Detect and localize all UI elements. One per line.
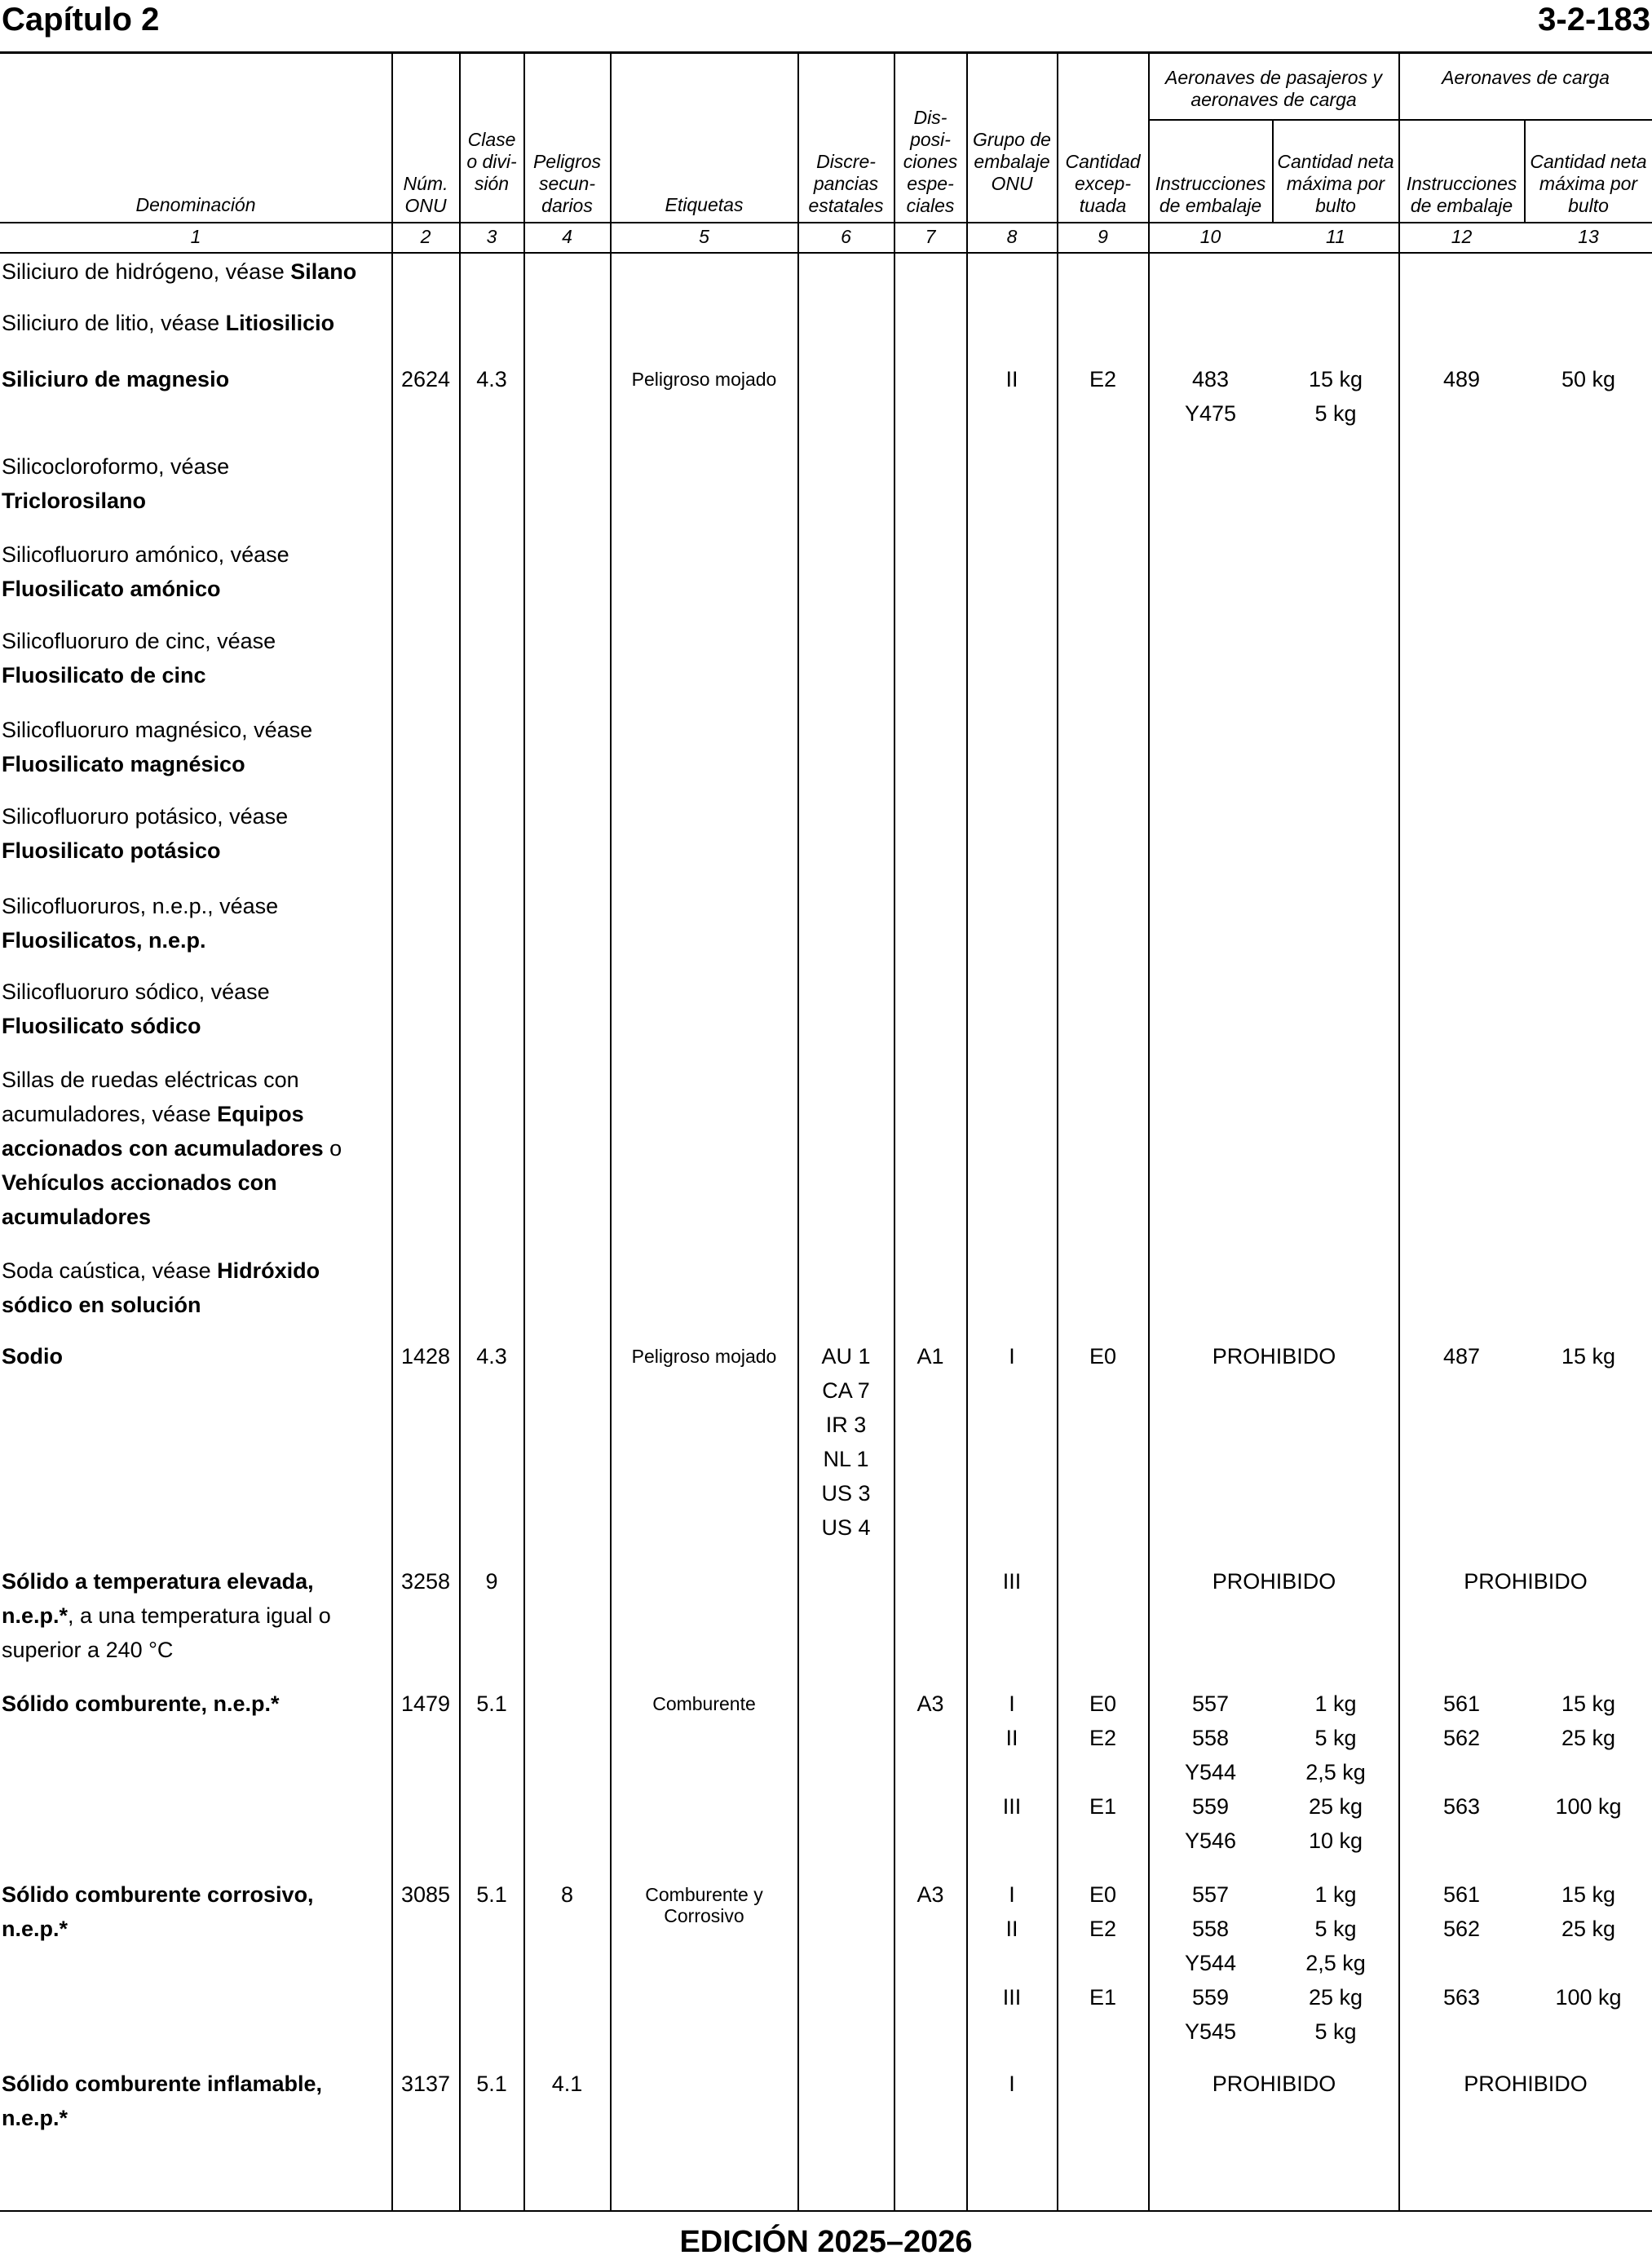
packing-instruction-pax: 557 558 Y544 559 Y545 [1184,1882,1237,2044]
special-provision: A1 [917,1344,944,1369]
passenger-forbidden: PROHIBIDO [1212,2072,1336,2096]
hazard-class: 5.1 [476,1882,507,1907]
special-provision: A3 [917,1691,944,1716]
subsidiary-hazard: 8 [560,1882,574,1907]
column-number: 3 [486,226,497,247]
table-row-name: Silicofluoruro sódico, véase Fluosilicato sódico [2,979,270,1038]
table-row-name: Silicocloroformo, véase Triclorosilano [2,454,230,513]
un-number: 1479 [400,1691,451,1716]
header-rule [0,222,1652,223]
column-rule [797,54,799,2210]
passenger-forbidden: PROHIBIDO [1212,1344,1336,1369]
edition-footer: EDICIÓN 2025–2026 [679,2225,973,2259]
packing-instruction-cargo: 489 [1442,367,1481,391]
table-row-name: Silicofluoruros, n.e.p., véase Fluosilicatos, n.e.p. [2,894,279,953]
bottom-rule [0,2210,1652,2212]
header-instrucciones-carga: Instrucciones de embalaje [1406,173,1517,216]
net-quantity-cargo: 50 kg [1561,367,1616,391]
excepted-quantity: E2 [1089,367,1117,391]
header-grupo-embalaje: Grupo de embalaje ONU [973,129,1051,194]
column-number: 12 [1451,226,1473,247]
hazard-class: 4.3 [476,1344,507,1369]
packing-instruction-cargo: 487 [1442,1344,1481,1369]
table-row-name: Sólido comburente inflamable, n.e.p.* [2,2072,323,2130]
number-rule [0,252,1652,254]
column-number: 11 [1326,226,1345,247]
net-quantity-cargo: 15 kg 25 kg 100 kg [1555,1882,1622,2010]
header-instrucciones-pasajeros: Instrucciones de embalaje [1155,173,1266,216]
page-header [0,0,1652,49]
table-row-name: Silicofluoruro potásico, véase Fluosilicato potásico [2,804,289,863]
top-rule [0,51,1652,54]
hazard-label: Comburente [652,1693,756,1714]
header-passenger-group: Aeronaves de pasajeros y aeronaves de carga [1165,67,1382,110]
table-row-name: Sillas de ruedas eléctricas con acumuladores, véase Equipos accionados con acumuladores o Vehículos accionados con acumuladores [2,1068,342,1229]
hazard-class: 5.1 [476,1691,507,1716]
column-number: 9 [1098,226,1108,247]
table-row-name: Siliciuro de magnesio [2,367,230,391]
header-denominacion: Denominación [135,194,256,215]
table-row-name: Siliciuro de hidrógeno, véase Silano [2,259,357,284]
net-quantity-cargo: 15 kg [1561,1344,1616,1369]
excepted-quantity: E0 [1089,1344,1117,1369]
hazard-label: Peligroso mojado [631,1346,777,1367]
passenger-forbidden: PROHIBIDO [1212,1569,1336,1594]
header-cantidad-carga: Cantidad neta máxima por bulto [1530,151,1647,216]
hazard-label: Comburente y Corrosivo [645,1884,763,1926]
chapter-title: Capítulo 2 [2,2,160,38]
column-number: 5 [699,226,709,247]
header-num-onu: Núm. ONU [403,173,448,216]
packing-group: I II III [1002,1882,1022,2010]
net-quantity-cargo: 15 kg 25 kg 100 kg [1555,1691,1622,1819]
un-number: 3258 [400,1569,451,1594]
un-number: 2624 [400,367,451,391]
un-number: 3137 [400,2072,451,2096]
hazard-class: 5.1 [476,2072,507,2096]
column-number: 10 [1199,226,1221,247]
header-clase: Clase o divi- sión [466,129,517,194]
table-row-name: Sodio [2,1344,63,1369]
packing-group: III [1002,1569,1022,1594]
packing-group: II [1005,367,1018,391]
table-row-name: Silicofluoruro de cinc, véase Fluosilicato de cinc [2,629,276,688]
un-number: 3085 [400,1882,451,1907]
table-row-name: Soda caústica, véase Hidróxido sódico en solución [2,1258,320,1317]
packing-instruction-pax: 557 558 Y544 559 Y546 [1184,1691,1237,1853]
special-provision: A3 [917,1882,944,1907]
cargo-forbidden: PROHIBIDO [1464,1569,1588,1594]
net-quantity-pax: 15 kg 5 kg [1308,367,1363,426]
packing-instruction-cargo: 561 562 563 [1442,1691,1481,1819]
packing-instruction-pax: 483 Y475 [1184,367,1237,426]
header-cantidad-pasajeros: Cantidad neta máxima por bulto [1277,151,1394,216]
hazard-label: Peligroso mojado [631,369,777,390]
packing-group: I [1009,2072,1015,2096]
packing-group: I [1009,1344,1015,1369]
cargo-forbidden: PROHIBIDO [1464,2072,1588,2096]
page-number: 3-2-183 [1538,2,1650,38]
header-discrepancias: Discre- pancias estatales [808,151,884,216]
state-variations: AU 1 CA 7 IR 3 NL 1 US 3 US 4 [821,1344,871,1540]
excepted-quantity: E0 E2 E1 [1089,1691,1117,1819]
header-disposiciones: Dis- posi- ciones espe- ciales [903,107,958,216]
net-quantity-pax: 1 kg 5 kg 2,5 kg 25 kg 10 kg [1305,1691,1366,1853]
subsidiary-hazard: 4.1 [551,2072,583,2096]
header-cantidad-exceptuada: Cantidad excep- tuada [1065,151,1141,216]
column-number: 6 [841,226,851,247]
header-peligros: Peligros secun- darios [532,151,602,216]
column-number: 7 [925,226,936,247]
table-row-name: Sólido a temperatura elevada, n.e.p.*, a una temperatura igual o superior a 240 °C [2,1569,331,1662]
header-cargo-group: Aeronaves de carga [1442,67,1610,88]
excepted-quantity: E0 E2 E1 [1089,1882,1117,2010]
header-etiquetas: Etiquetas [665,194,744,215]
table-row-name: Sólido comburente, n.e.p.* [2,1691,280,1716]
table-row-name: Sólido comburente corrosivo, n.e.p.* [2,1882,314,1941]
table-row-name: Silicofluoruro amónico, véase Fluosilicato amónico [2,542,289,601]
group-rule [1148,119,1652,121]
table-row-name: Silicofluoruro magnésico, véase Fluosilicato magnésico [2,718,313,776]
column-number: 2 [420,226,431,247]
packing-group: I II III [1002,1691,1022,1819]
net-quantity-pax: 1 kg 5 kg 2,5 kg 25 kg 5 kg [1305,1882,1366,2044]
column-number: 8 [1006,226,1018,247]
column-number: 1 [190,226,201,247]
packing-instruction-cargo: 561 562 563 [1442,1882,1481,2010]
table-row-name: Siliciuro de litio, véase Litiosilicio [2,311,335,335]
hazard-class: 4.3 [476,367,507,391]
un-number: 1428 [400,1344,451,1369]
hazard-class: 9 [485,1569,498,1594]
column-number: 4 [562,226,572,247]
column-number: 13 [1578,226,1599,247]
